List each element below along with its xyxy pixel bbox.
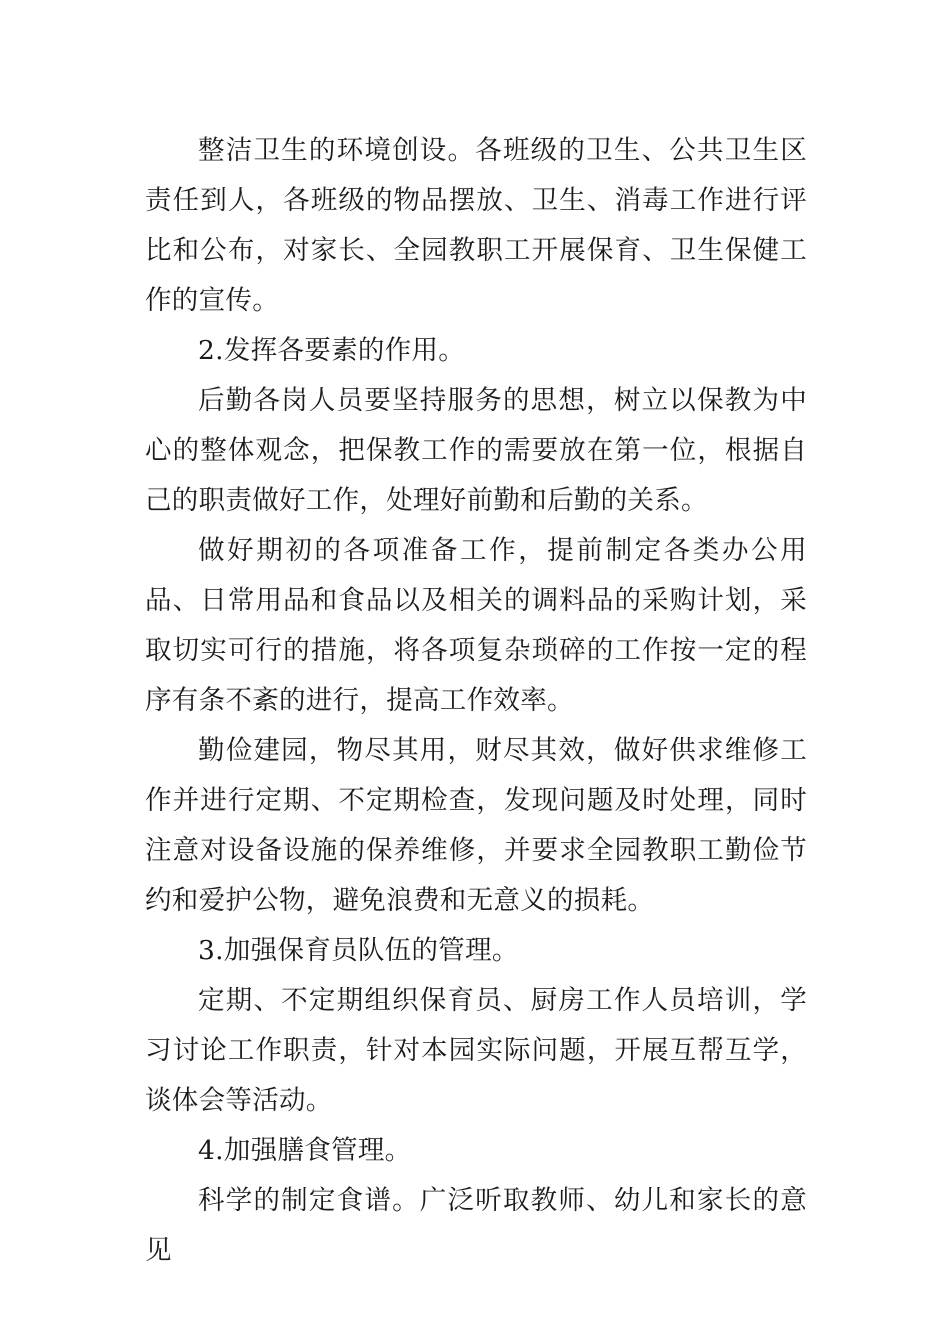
paragraph-preparation: 做好期初的各项准备工作，提前制定各类办公用品、日常用品和食品以及相关的调料品的采购计划，采取切实可行的措施，将各项复杂琐碎的工作按一定的程序有条不紊的进行，提高工作效率。 [145, 535, 807, 716]
heading-3: 3.加强保育员队伍的管理。 [198, 935, 519, 966]
paragraph-logistics: 后勤各岗人员要坚持服务的思想，树立以保教为中心的整体观念，把保教工作的需要放在第一位，根据自己的职责做好工作，处理好前勤和后勤的关系。 [145, 385, 807, 516]
paragraph-thrift: 勤俭建园，物尽其用，财尽其效，做好供求维修工作并进行定期、不定期检查，发现问题及时处理，同时注意对设备设施的保养维修，并要求全园教职工勤俭节约和爱护公物，避免浪费和无意义的损耗。 [145, 735, 807, 916]
paragraph-menu: 科学的制定食谱。广泛听取教师、幼儿和家长的意见 [145, 1185, 807, 1266]
heading-2: 2.发挥各要素的作用。 [198, 335, 466, 366]
document-body [145, 126, 807, 1276]
heading-4: 4.加强膳食管理。 [198, 1135, 412, 1166]
paragraph-training: 定期、不定期组织保育员、厨房工作人员培训，学习讨论工作职责，针对本园实际问题，开展互帮互学，谈体会等活动。 [145, 985, 807, 1116]
paragraph-environment: 整洁卫生的环境创设。各班级的卫生、公共卫生区责任到人，各班级的物品摆放、卫生、消毒工作进行评比和公布，对家长、全园教职工开展保育、卫生保健工作的宣传。 [145, 135, 807, 316]
